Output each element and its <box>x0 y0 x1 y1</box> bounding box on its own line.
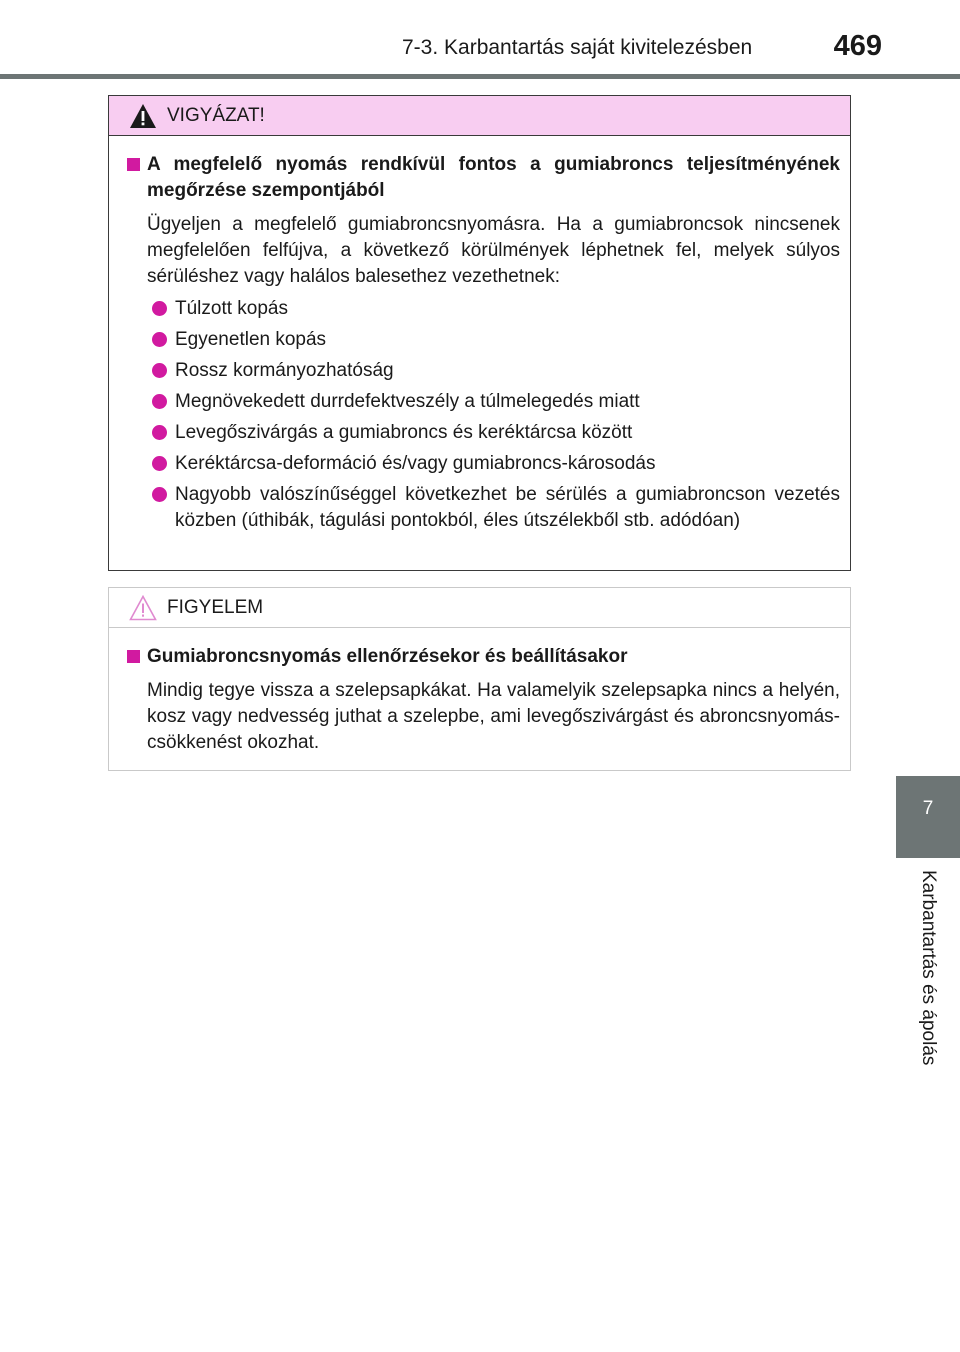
square-bullet-icon <box>127 158 140 171</box>
notice-box <box>108 587 851 771</box>
chapter-side-label <box>896 858 960 1088</box>
page-header-title: 7-3. Karbantartás saját kivitelezésben <box>402 36 753 59</box>
notice-box-header <box>109 588 850 628</box>
list-item <box>147 451 840 477</box>
warning-box-body <box>109 136 850 534</box>
list-item <box>147 389 840 415</box>
list-item <box>147 327 840 353</box>
warning-triangle-icon <box>129 103 157 129</box>
circle-bullet-icon <box>152 301 167 316</box>
warning-section-title-text: A megfelelő nyomás rendkívül fontos a gumiabroncs teljesítményének megőrzése szempontjából <box>147 154 840 201</box>
notice-section-title <box>125 644 840 670</box>
warning-box-header <box>109 96 850 136</box>
notice-box-body <box>109 628 850 756</box>
chapter-number: 7 <box>922 798 934 819</box>
circle-bullet-icon <box>152 394 167 409</box>
notice-section-title-text: Gumiabroncsnyomás ellenőrzésekor és beállításakor <box>147 646 628 667</box>
list-item <box>147 482 840 534</box>
notice-paragraph: Mindig tegye vissza a szelepsapkákat. Ha valamelyik szelepsapka nincs a helyén, kosz vagy nedvesség juthat a szelepbe, ami levegőszivárgást és abroncsnyomás-csökkenést okozhat. <box>147 680 840 753</box>
list-item <box>147 296 840 322</box>
list-item-text: Túlzott kopás <box>175 298 288 319</box>
warning-box <box>108 95 851 571</box>
warning-section-title <box>125 152 840 204</box>
list-item-text: Nagyobb valószínűséggel következhet be sérülés a gumiabroncson vezetés közben (úthibák, tágulási pontokból, éles útszélekből stb. adódóan) <box>175 484 840 531</box>
page-number: 469 <box>833 30 882 62</box>
warning-bullet-list <box>125 296 840 534</box>
list-item-text: Megnövekedett durrdefektveszély a túlmelegedés miatt <box>175 391 640 412</box>
notice-heading: FIGYELEM <box>167 597 264 618</box>
circle-bullet-icon <box>152 363 167 378</box>
list-item-text: Levegőszivárgás a gumiabroncs és keréktárcsa között <box>175 422 633 443</box>
circle-bullet-icon <box>152 332 167 347</box>
warning-heading: VIGYÁZAT! <box>167 105 265 126</box>
list-item <box>147 420 840 446</box>
list-item <box>147 358 840 384</box>
caution-triangle-icon <box>129 595 157 621</box>
header-divider <box>0 74 960 79</box>
circle-bullet-icon <box>152 456 167 471</box>
warning-paragraph: Ügyeljen a megfelelő gumiabroncsnyomásra. Ha a gumiabroncsok nincsenek megfelelően felfújva, a következő körülmények léphetnek fel, melyek súlyos sérüléshez vagy halálos balesethez vezethetnek: <box>147 214 840 287</box>
list-item-text: Rossz kormányozhatóság <box>175 360 394 381</box>
circle-bullet-icon <box>152 487 167 502</box>
list-item-text: Egyenetlen kopás <box>175 329 327 350</box>
chapter-title: Karbantartás és ápolás <box>918 870 939 1066</box>
list-item-text: Keréktárcsa-deformáció és/vagy gumiabroncs-károsodás <box>175 453 656 474</box>
circle-bullet-icon <box>152 425 167 440</box>
square-bullet-icon <box>127 650 140 663</box>
chapter-tab <box>896 776 960 858</box>
